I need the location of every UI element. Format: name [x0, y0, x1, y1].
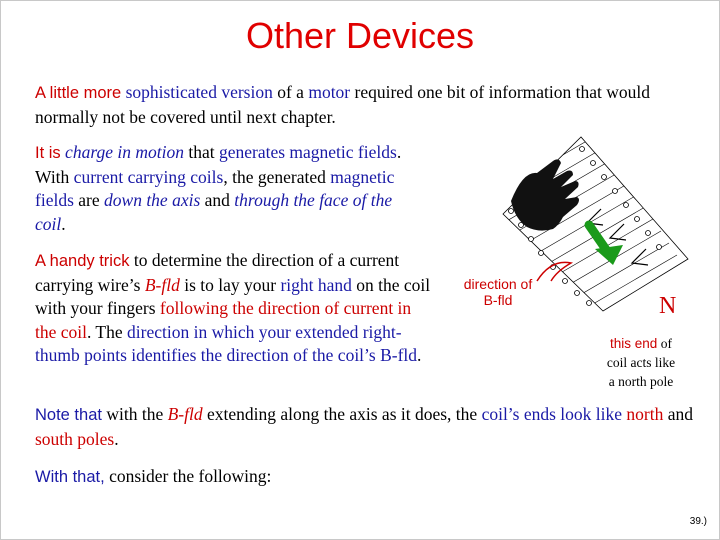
paragraph-note: Note that with the B-fld extending along the axis as it does, the coil’s ends look like north and south poles.: [35, 404, 694, 449]
paragraph-intro: A little more sophisticated version of a motor required one bit of information that would normally not be covered until next chapter.: [35, 82, 650, 127]
slide-title: Other Devices: [245, 15, 475, 56]
paragraph-charge-motion: It is charge in motion that generates magnetic fields. With current carrying coils, the generated magnetic fields are down the axis and through the face of the coil.: [35, 142, 402, 234]
paragraph-consider: With that, consider the following:: [35, 466, 272, 486]
north-pole-letter: N: [659, 293, 677, 319]
paragraph-handy-trick: A handy trick to determine the direction of a current carrying wire’s B-fld is to lay your right hand on the coil with your fingers following the direction of current in the coil. The direction in which your extended right-thumb points identifies the direction of the coil’s B-fld.: [35, 250, 431, 365]
coil: [461, 121, 701, 361]
page-number: 39.): [689, 516, 707, 527]
coil-end-label: this end of coil acts like a north pole: [606, 336, 676, 389]
direction-label: direction of B-fld: [463, 276, 533, 308]
